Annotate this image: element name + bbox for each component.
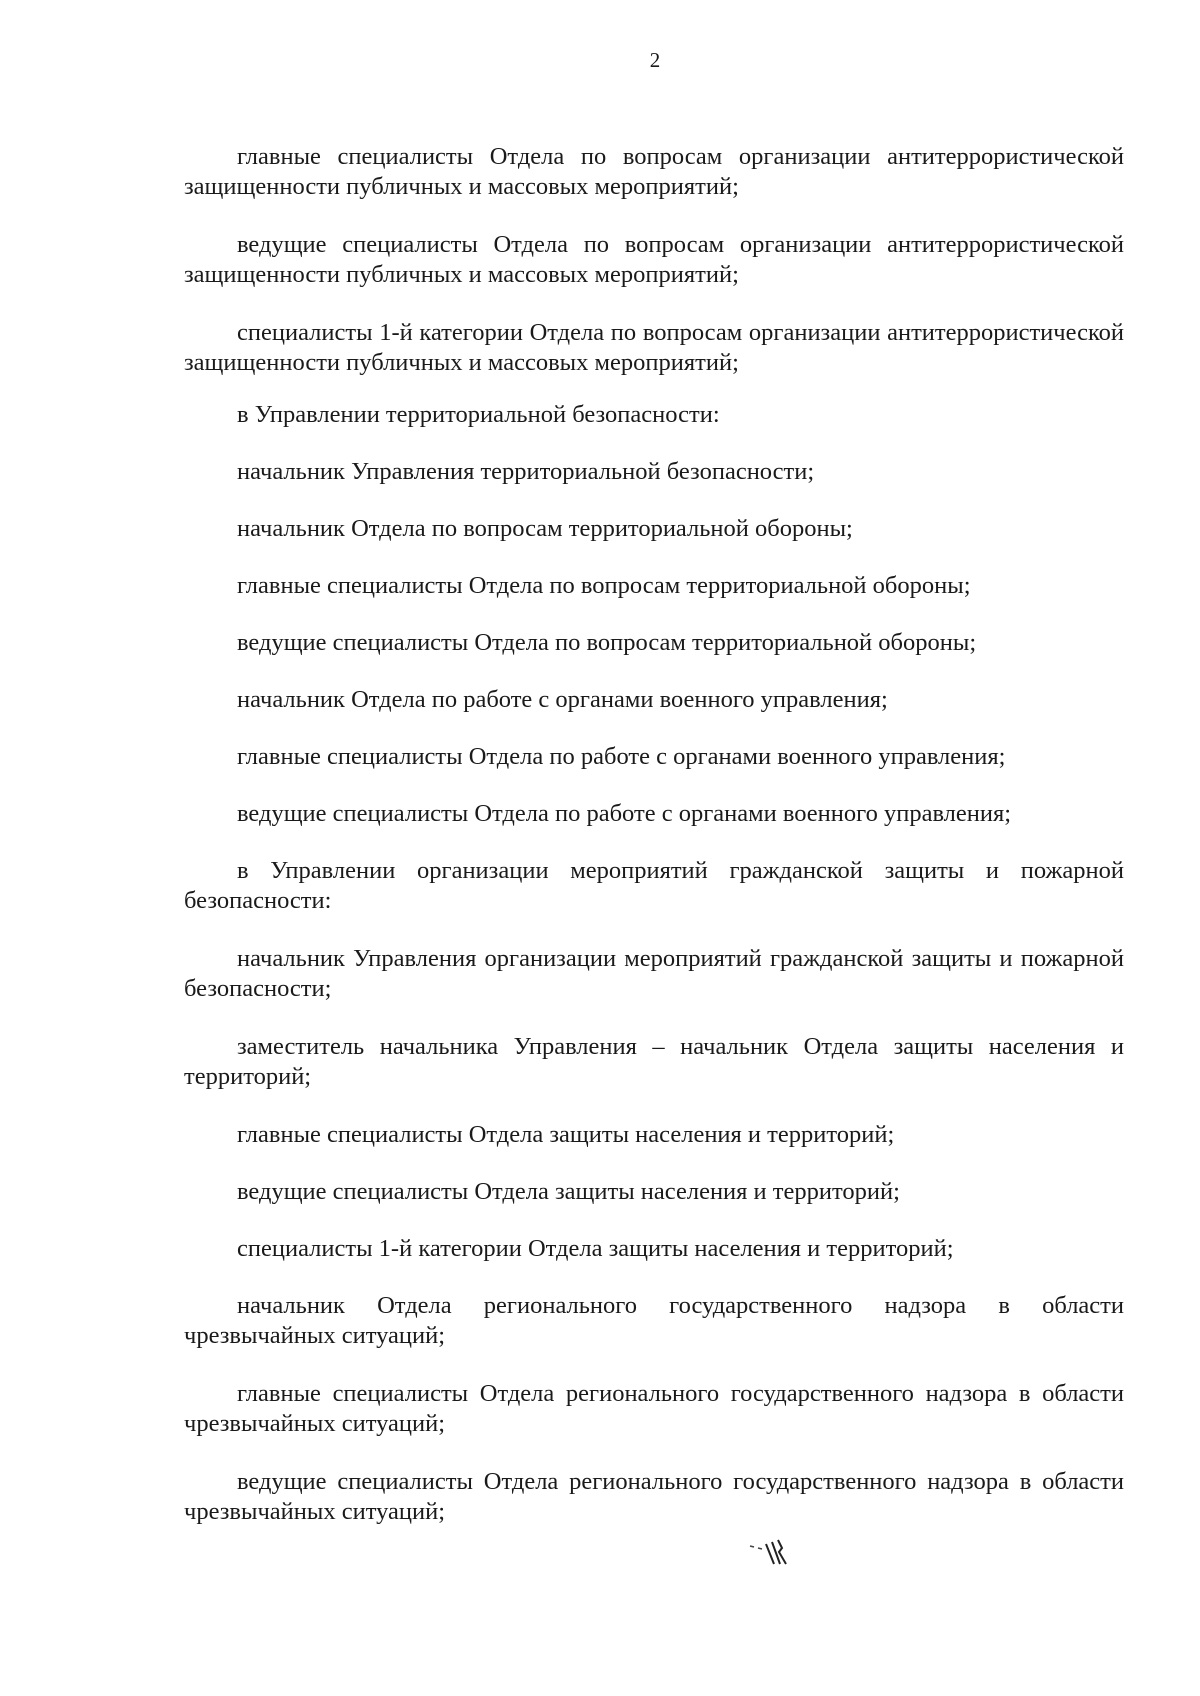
- paragraph: начальник Управления территориальной безопасности;: [237, 458, 815, 485]
- paragraph: начальник Отдела по работе с органами военного управления;: [237, 686, 888, 713]
- paragraph: начальник Управления организации мероприятий гражданской защиты и пожарной безопасности;: [184, 945, 1124, 1002]
- paragraph: ведущие специалисты Отдела по вопросам организации антитеррористической защищенности публичных и массовых мероприятий;: [184, 231, 1124, 288]
- paragraph: ведущие специалисты Отдела защиты населения и территорий;: [237, 1178, 900, 1205]
- paragraph: главные специалисты Отдела по вопросам территориальной обороны;: [237, 572, 971, 599]
- section-heading: в Управлении территориальной безопасности:: [237, 401, 720, 428]
- paragraph: начальник Отдела по вопросам территориальной обороны;: [237, 515, 853, 542]
- paragraph: главные специалисты Отдела регионального государственного надзора в области чрезвычайных ситуаций;: [184, 1380, 1124, 1437]
- paragraph: главные специалисты Отдела по работе с органами военного управления;: [237, 743, 1006, 770]
- paragraph: ведущие специалисты Отдела по работе с органами военного управления;: [237, 800, 1012, 827]
- section-heading: в Управлении организации мероприятий гражданской защиты и пожарной безопасности:: [184, 857, 1124, 914]
- paragraph: заместитель начальника Управления – начальник Отдела защиты населения и территорий;: [184, 1033, 1124, 1090]
- paragraph: ведущие специалисты Отдела по вопросам территориальной обороны;: [237, 629, 977, 656]
- page-number: 2: [649, 48, 661, 72]
- document-body: [184, 142, 1124, 1555]
- paragraph: главные специалисты Отдела по вопросам организации антитеррористической защищенности публичных и массовых мероприятий;: [184, 143, 1124, 200]
- paragraph: начальник Отдела регионального государственного надзора в области чрезвычайных ситуаций;: [184, 1292, 1124, 1349]
- paragraph: главные специалисты Отдела защиты населения и территорий;: [237, 1121, 895, 1148]
- paragraph: специалисты 1-й категории Отдела защиты населения и территорий;: [237, 1235, 954, 1262]
- paragraph: ведущие специалисты Отдела регионального государственного надзора в области чрезвычайных ситуаций;: [184, 1468, 1124, 1525]
- paragraph: специалисты 1-й категории Отдела по вопросам организации антитеррористической защищенности публичных и массовых мероприятий;: [184, 319, 1124, 376]
- handwritten-mark-icon: [748, 1534, 798, 1574]
